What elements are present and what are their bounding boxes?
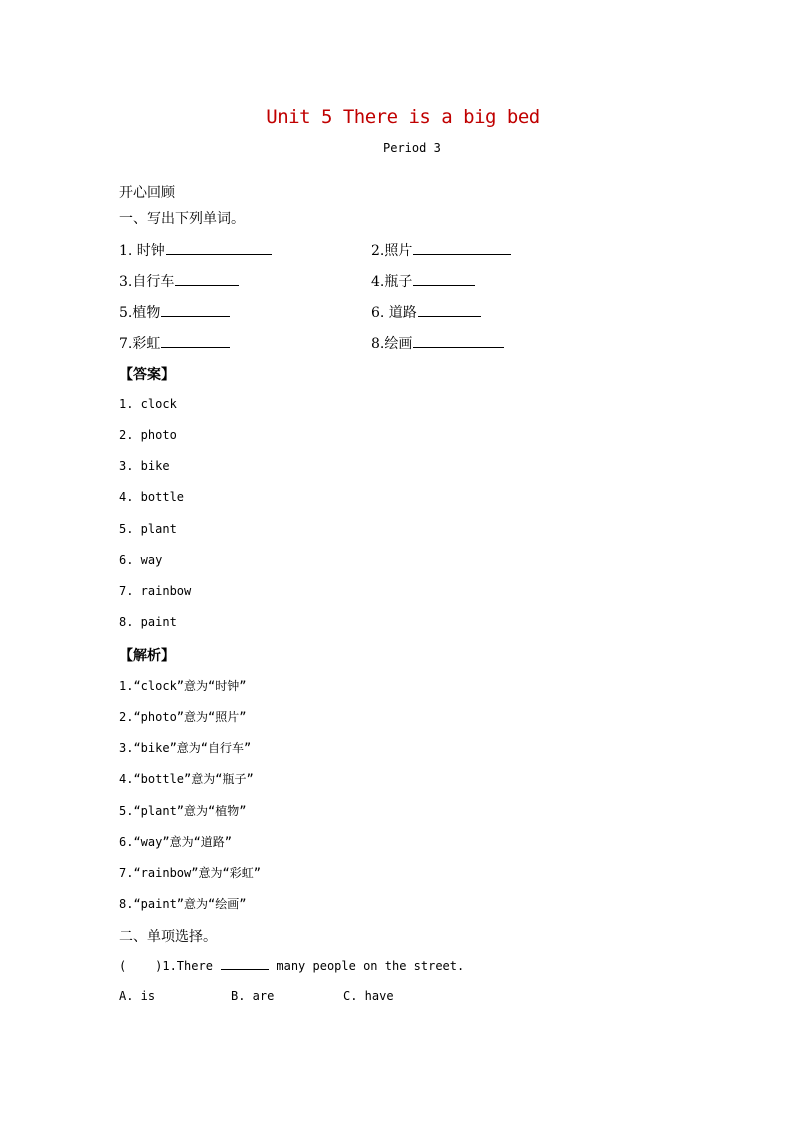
vocab-label: 4.瓶子 [371,274,413,290]
vocab-item-1 [119,240,272,260]
answer-line-1: 1. clock [119,397,177,411]
answer-blank[interactable] [413,271,475,286]
analysis-line-6: 6.“way”意为“道路” [119,835,233,849]
vocab-label: 3.自行车 [119,274,175,290]
answer-blank[interactable] [161,302,230,317]
vocab-label: 7.彩虹 [119,336,161,352]
question-1 [119,958,464,973]
vocab-item-6 [371,302,481,322]
section2-heading: 二、单项选择。 [119,929,217,945]
page-subtitle: Period 3 [383,141,441,155]
answer-line-4: 4. bottle [119,490,185,504]
answer-blank[interactable] [175,271,239,286]
page-title: Unit 5 There is a big bed [266,106,540,128]
answer-heading: 【答案】 [119,367,175,383]
vocab-item-4 [371,271,475,291]
question-text-before: 1.There [162,959,221,973]
vocab-item-8 [371,333,504,353]
analysis-line-2: 2.“photo”意为“照片” [119,710,247,724]
answer-bracket[interactable]: ( ) [119,959,163,973]
analysis-line-1: 1.“clock”意为“时钟” [119,679,247,693]
answer-blank[interactable] [418,302,481,317]
analysis-heading: 【解析】 [119,648,175,664]
analysis-line-3: 3.“bike”意为“自行车” [119,741,252,755]
question-1-option-c[interactable]: C. have [343,989,394,1003]
answer-blank[interactable] [413,333,504,348]
vocab-item-2 [371,240,511,260]
answer-line-7: 7. rainbow [119,584,192,598]
vocab-label: 6. 道路 [371,305,417,321]
answer-blank[interactable] [166,240,272,255]
answer-line-3: 3. bike [119,459,170,473]
section-review-label: 开心回顾 [119,185,175,201]
answer-blank[interactable] [413,240,511,255]
vocab-label: 2.照片 [371,243,413,259]
answer-line-2: 2. photo [119,428,177,442]
vocab-item-7 [119,333,230,353]
vocab-item-5 [119,302,230,322]
analysis-line-7: 7.“rainbow”意为“彩虹” [119,866,261,880]
analysis-line-5: 5.“plant”意为“植物” [119,804,247,818]
answer-blank[interactable] [161,333,230,348]
analysis-line-8: 8.“paint”意为“绘画” [119,897,247,911]
vocab-label: 1. 时钟 [119,243,165,259]
question-1-option-a[interactable]: A. is [119,989,156,1003]
vocab-label: 8.绘画 [371,336,413,352]
analysis-line-4: 4.“bottle”意为“瓶子” [119,772,254,786]
question-text-after: many people on the street. [269,959,465,973]
answer-line-6: 6. way [119,553,163,567]
vocab-label: 5.植物 [119,305,161,321]
vocab-item-3 [119,271,239,291]
question-1-option-b[interactable]: B. are [231,989,275,1003]
answer-line-5: 5. plant [119,522,177,536]
section1-heading: 一、写出下列单词。 [119,211,245,227]
answer-line-8: 8. paint [119,615,177,629]
question-blank[interactable] [221,958,269,970]
